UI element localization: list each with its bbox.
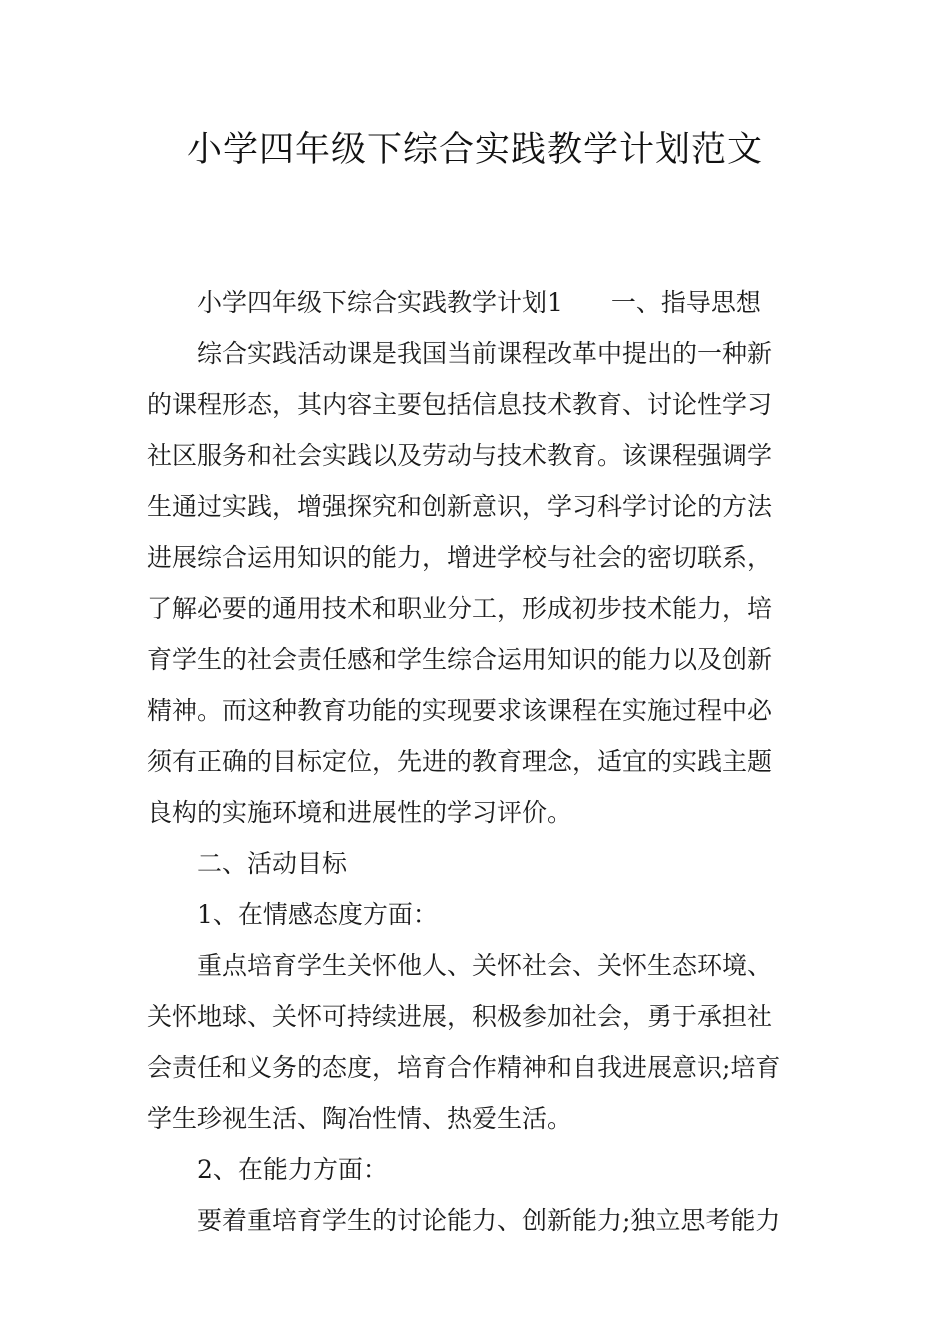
paragraph-line: 关怀地球、关怀可持续进展，积极参加社会，勇于承担社: [147, 1002, 773, 1031]
paragraph-line: 须有正确的目标定位，先进的教育理念，适宜的实践主题: [147, 747, 773, 776]
page-title: 小学四年级下综合实践教学计划范文: [186, 130, 763, 170]
paragraph-line: 精神。而这种教育功能的实现要求该课程在实施过程中必: [147, 696, 773, 725]
paragraph-line: 了解必要的通用技术和职业分工，形成初步技术能力，培: [147, 594, 773, 623]
plan-label: 小学四年级下综合实践教学计划1: [197, 288, 563, 317]
paragraph-line: 生通过实践，增强探究和创新意识，学习科学讨论的方法: [147, 492, 773, 521]
paragraph-line: 社区服务和社会实践以及劳动与技术教育。该课程强调学: [147, 441, 773, 470]
document-body: [147, 277, 809, 1246]
paragraph-line: 进展综合运用知识的能力，增进学校与社会的密切联系，: [147, 543, 773, 572]
paragraph-line: 会责任和义务的态度，培育合作精神和自我进展意识;培育: [147, 1053, 781, 1082]
section-heading-activity-goals: 二、活动目标: [197, 849, 348, 878]
section-heading-guiding-thought: 一、指导思想: [610, 288, 761, 317]
paragraph-line: 育学生的社会责任感和学生综合运用知识的能力以及创新: [147, 645, 773, 674]
paragraph-line: 良构的实施环境和进展性的学习评价。: [147, 798, 573, 827]
subsection-heading-emotion-attitude: 1、在情感态度方面：: [197, 900, 438, 929]
paragraph-line: 要着重培育学生的讨论能力、创新能力;独立思考能力: [197, 1206, 781, 1235]
paragraph-line: 综合实践活动课是我国当前课程改革中提出的一种新: [197, 339, 773, 368]
paragraph-line: 的课程形态，其内容主要包括信息技术教育、讨论性学习: [147, 390, 773, 419]
paragraph-line: 学生珍视生活、陶冶性情、热爱生活。: [147, 1104, 573, 1133]
plan-heading-line: [147, 277, 809, 328]
paragraph-line: 重点培育学生关怀他人、关怀社会、关怀生态环境、: [197, 951, 773, 980]
subsection-heading-ability: 2、在能力方面：: [197, 1155, 388, 1184]
